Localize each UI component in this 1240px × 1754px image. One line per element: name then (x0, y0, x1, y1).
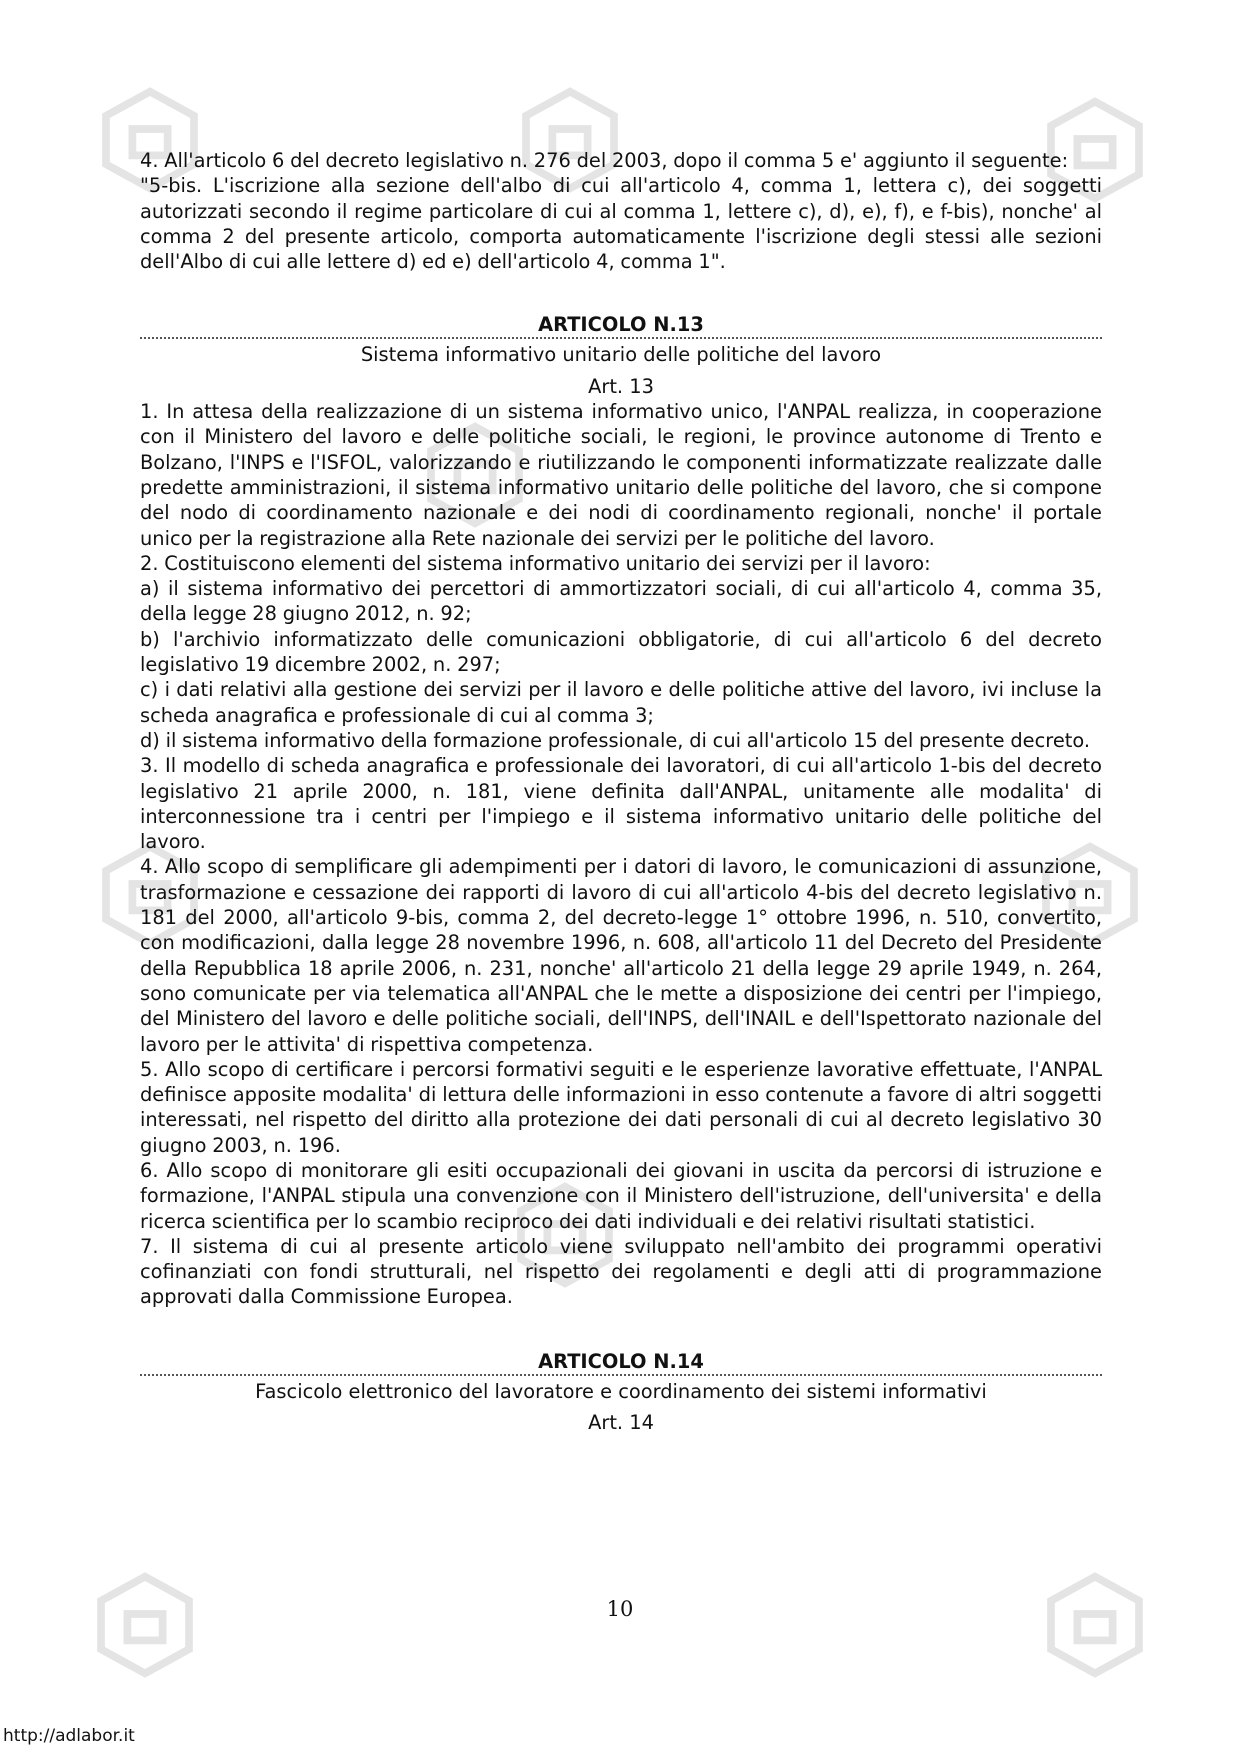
watermark-cube-logo-icon (1040, 1570, 1150, 1680)
article-13-paragraph: 2. Costituiscono elementi del sistema informativo unitario dei servizi per il lavoro: (140, 551, 931, 575)
watermark-cube-logo-icon (90, 1570, 200, 1680)
article-13-paragraph: 3. Il modello di scheda anagrafica e professionale dei lavoratori, di cui all'articolo 1-bis del decreto legislativo 21 aprile 2000, n. 181, viene definita dall'ANPAL, unitamente alle modalita' di interconnessione tra i centri per l'impiego e il sistema informativo unitario delle politiche del lavoro. (140, 754, 1102, 854)
article-13-paragraph: 4. Allo scopo di semplificare gli adempimenti per i datori di lavoro, le comunicazioni di assunzione, trasformazione e cessazione dei rapporti di lavoro di cui all'articolo 4-bis del decreto legislativo n. 181 del 2000, all'articolo 9-bis, comma 2, del decreto-legge 1° ottobre 1996, n. 510, convertito, con modificazioni, dalla legge 28 novembre 1996, n. 608, all'articolo 11 del Decreto del Presidente della Repubblica 18 aprile 2006, n. 231, nonche' all'articolo 21 della legge 29 aprile 1949, n. 264, sono comunicate per via telematica all'ANPAL che le mette a disposizione dei centri per l'impiego, del Ministero del lavoro e delle politiche sociali, dell'INPS, dell'INAIL e dell'Ispettorato nazionale del lavoro per le attivita' di rispettiva competenza. (140, 855, 1102, 1056)
article-13-paragraph: b) l'archivio informatizzato delle comunicazioni obbligatorie, di cui all'articolo 6 del decreto legislativo 19 dicembre 2002, n. 297; (140, 627, 1102, 677)
article-13-label: Art. 13 (588, 374, 654, 398)
article-13-paragraph: c) i dati relativi alla gestione dei servizi per il lavoro e delle politiche attive del lavoro, ivi incluse la scheda anagrafica e professionale di cui al comma 3; (140, 678, 1102, 727)
footer-url: http://adlabor.it (3, 1726, 135, 1746)
article-13-paragraph: 5. Allo scopo di certificare i percorsi formativi seguiti e le esperienze lavorative effettuate, l'ANPAL definisce apposite modalita' di lettura delle informazioni in esso contenute a favore di altri soggetti interessati, nel rispetto del diritto alla protezione dei dati personali di cui al decreto legislativo 30 giugno 2003, n. 196. (140, 1057, 1102, 1157)
article-13 (140, 313, 1102, 1309)
article-13-title: ARTICOLO N.13 (140, 313, 1102, 339)
article-13-paragraph: 7. Il sistema di cui al presente articolo viene sviluppato nell'ambito dei programmi operativi cofinanziati con fondi strutturali, nel rispetto dei regolamenti e degli atti di programmazione approvati dalla Commissione Europea. (140, 1234, 1102, 1309)
article-13-subtitle: Sistema informativo unitario delle politiche del lavoro (360, 343, 882, 367)
page-number: 10 (606, 1597, 634, 1621)
intro-quote: "5-bis. L'iscrizione alla sezione dell'albo di cui all'articolo 4, comma 1, lettera c), dei soggetti autorizzati secondo il regime particolare di cui al comma 1, lettere c), d), e), f), e f-bis), nonche' al comma 2 del presente articolo, comporta automaticamente l'iscrizione degli stessi alle sezioni dell'Albo di cui alle lettere d) ed e) dell'articolo 4, comma 1". (140, 174, 1102, 274)
document-page (140, 148, 1102, 1435)
article-13-paragraph: 6. Allo scopo di monitorare gli esiti occupazionali dei giovani in uscita da percorsi di istruzione e formazione, l'ANPAL stipula una convenzione con il Ministero dell'istruzione, dell'universita' e della ricerca scientifica per lo scambio reciproco dei dati individuali e dei relativi risultati statistici. (140, 1158, 1102, 1233)
article-14-title: ARTICOLO N.14 (140, 1350, 1102, 1376)
article-14 (140, 1350, 1102, 1436)
intro-paragraph: 4. All'articolo 6 del decreto legislativo n. 276 del 2003, dopo il comma 5 e' aggiunto il seguente: (140, 149, 1069, 172)
article-14-subtitle: Fascicolo elettronico del lavoratore e coordinamento dei sistemi informativi (255, 1379, 987, 1403)
article-13-paragraph: a) il sistema informativo dei percettori di ammortizzatori sociali, di cui all'articolo 4, comma 35, della legge 28 giugno 2012, n. 92; (140, 577, 1102, 626)
article-13-paragraph: d) il sistema informativo della formazione professionale, di cui all'articolo 15 del presente decreto. (140, 728, 1091, 752)
article-13-paragraph: 1. In attesa della realizzazione di un sistema informativo unico, l'ANPAL realizza, in cooperazione con il Ministero del lavoro e delle politiche sociali, le regioni, le province autonome di Trento e Bolzano, l'INPS e l'ISFOL, valorizzando e riutilizzando le componenti informatizzate realizzate dalle predette amministrazioni, il sistema informativo unitario delle politiche del lavoro, che si compone del nodo di coordinamento nazionale e dei nodi di coordinamento regionali, nonche' il portale unico per la registrazione alla Rete nazionale dei servizi per le politiche del lavoro. (140, 400, 1102, 550)
article-14-label: Art. 14 (588, 1411, 654, 1435)
